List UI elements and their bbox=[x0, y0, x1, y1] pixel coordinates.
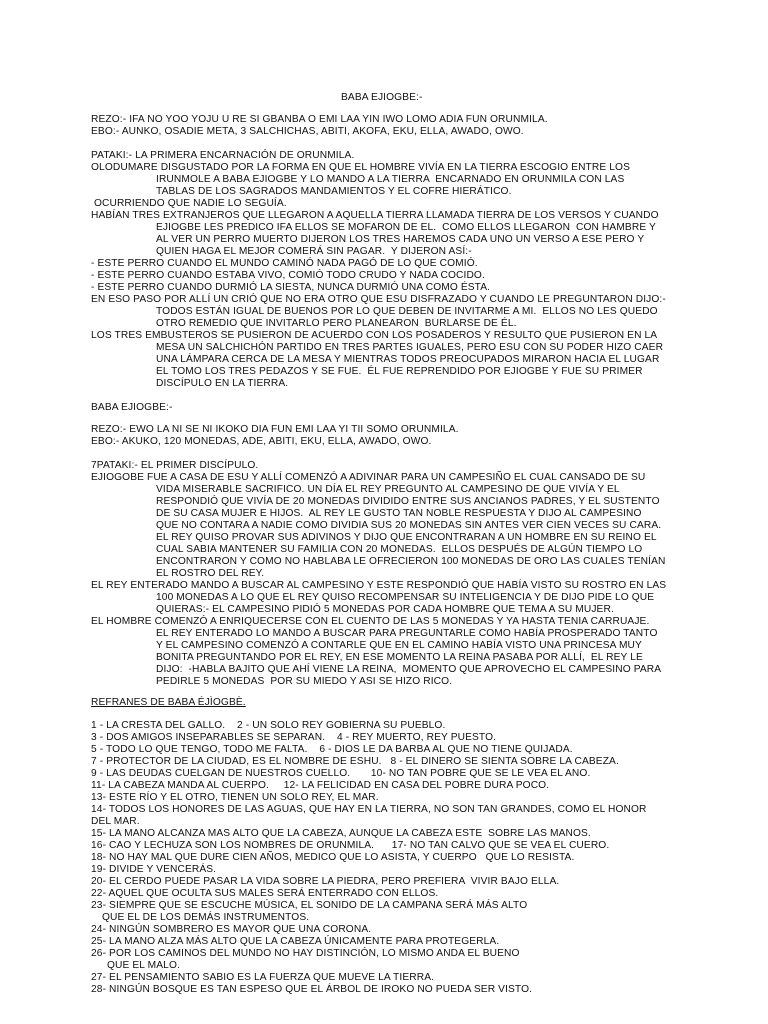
paragraph-line: EL ROSTRO DEL REY. bbox=[156, 568, 265, 579]
paragraph-line: EJIOGBE LES PREDICO IFA ELLOS SE MOFARON DE EL. COMO ELLOS LLEGARON CON HAMBRE Y bbox=[156, 222, 656, 233]
refran-line: 28- NINGÚN BOSQUE ES TAN ESPESO QUE EL ÁRBOL DE IROKO NO PUEDA SER VISTO. bbox=[91, 984, 533, 995]
refran-line: 26- POR LOS CAMINOS DEL MUNDO NO HAY DISTINCIÓN, LO MISMO ANDA EL BUENO bbox=[91, 948, 520, 959]
pataki-heading: 7PATAKI:- EL PRIMER DISCÍPULO. bbox=[91, 460, 259, 471]
paragraph-line: VIDA MISERABLE SACRIFICO. UN DÍA EL REY PREGUNTO AL CAMPESINO DE QUE VIVÍA Y EL bbox=[156, 484, 620, 495]
ebo-line: EBO:- AUNKO, OSADIE META, 3 SALCHICHAS, ABITI, AKOFA, EKU, ELLA, AWADO, OWO. bbox=[91, 126, 524, 137]
refran-line: 22- AQUEL QUE OCULTA SUS MALES SERÁ ENTERRADO CON ELLOS. bbox=[91, 888, 439, 899]
verse-line: - ESTE PERRO CUANDO ESTABA VIVO, COMIÓ TODO CRUDO Y NADA COCIDO. bbox=[91, 270, 485, 281]
paragraph-line: EN ESO PASO POR ALLÍ UN CRIÓ QUE NO ERA OTRO QUE ESU DISFRAZADO Y CUANDO LE PREGUNTARON DIJO:- bbox=[91, 294, 666, 305]
refran-line: 13- ESTE RÍO Y EL OTRO, TIENEN UN SOLO REY, EL MAR. bbox=[91, 792, 379, 803]
paragraph-line: UNA LÁMPARA CERCA DE LA MESA Y MIENTRAS TODOS PREOCUPADOS MIRARON HACIA EL LUGAR bbox=[156, 354, 660, 365]
refran-line: QUE EL DE LOS DEMÁS INSTRUMENTOS. bbox=[102, 912, 310, 923]
paragraph-line: EL REY ENTERADO MANDO A BUSCAR AL CAMPESINO Y ESTE RESPONDIÓ QUE HABÍA VISTO SU ROSTRO EN LAS bbox=[91, 580, 667, 591]
paragraph-line: EL REY QUISO PROVAR SUS ADIVINOS Y DIJO QUE ENCONTRARAN A UN HOMBRE EN SU REINO EL bbox=[156, 532, 657, 543]
refran-line: 19- DIVIDE Y VENCERÁS. bbox=[91, 864, 217, 875]
section-title: BABA EJIOGBE:- bbox=[91, 402, 173, 413]
paragraph-line: EL HOMBRE COMENZÓ A ENRIQUECERSE CON EL CUENTO DE LAS 5 MONEDAS Y YA HASTA TENIA CARRUAJE. bbox=[91, 616, 650, 627]
refran-line: 24- NINGÚN SOMBRERO ES MAYOR QUE UNA CORONA. bbox=[91, 924, 372, 935]
refran-line: 14- TODOS LOS HONORES DE LAS AGUAS, QUE HAY EN LA TIERRA, NO SON TAN GRANDES, COMO EL HONOR bbox=[91, 804, 647, 815]
paragraph-line: CUAL SABIA MANTENER SU FAMILIA CON 20 MONEDAS. ELLOS DESPUÉS DE ALGÚN TIEMPO LO bbox=[156, 544, 643, 555]
paragraph-line: Y EL CAMPESINO COMENZÓ A CONTARLE QUE EN EL CAMINO HABÍA VISTO UNA PRINCESA MUY bbox=[156, 640, 642, 651]
refran-line: 5 - TODO LO QUE TENGO, TODO ME FALTA. 6 - DIOS LE DA BARBA AL QUE NO TIENE QUIJADA. bbox=[91, 744, 573, 755]
refran-line: 23- SIEMPRE QUE SE ESCUCHE MÚSICA, EL SONIDO DE LA CAMPANA SERÁ MÁS ALTO bbox=[91, 900, 528, 911]
paragraph-line: IRUNMOLE A BABA EJIOGBE Y LO MANDO A LA TIERRA ENCARNADO EN ORUNMILA CON LAS bbox=[156, 174, 625, 185]
refran-line: 9 - LAS DEUDAS CUELGAN DE NUESTROS CUELLO. 10- NO TAN POBRE QUE SE LE VEA EL ANO. bbox=[91, 768, 591, 779]
paragraph-line: EL REY ENTERADO LO MANDO A BUSCAR PARA PREGUNTARLE COMO HABÍA PROSPERADO TANTO bbox=[156, 628, 658, 639]
pataki-heading: PATAKI:- LA PRIMERA ENCARNACIÓN DE ORUNMILA. bbox=[91, 150, 355, 161]
rezo-line: REZO:- IFA NO YOO YOJU U RE SI GBANBA O EMI LAA YIN IWO LOMO ADIA FUN ORUNMILA. bbox=[91, 114, 548, 125]
paragraph-line: AL VER UN PERRO MUERTO DIJERON LOS TRES HAREMOS CADA UNO UN VERSO A ESE PERO Y bbox=[156, 234, 645, 245]
paragraph-line: TODOS ESTÁN IGUAL DE BUENOS POR LO QUE DEBEN DE INVITARME A MI. ELLOS NO LES QUEDO bbox=[156, 306, 658, 317]
refran-line: 11- LA CABEZA MANDA AL CUERPO. 12- LA FELICIDAD EN CASA DEL POBRE DURA POCO. bbox=[91, 780, 550, 791]
ebo-line: EBO:- AKUKO, 120 MONEDAS, ADE, ABITI, EKU, ELLA, AWADO, OWO. bbox=[91, 436, 432, 447]
paragraph-line: OLODUMARE DISGUSTADO POR LA FORMA EN QUE EL HOMBRE VIVÍA EN LA TIERRA ESCOGIO ENTRE LOS bbox=[91, 162, 630, 173]
paragraph-line: QUE NO CONTARA A NADIE COMO DIVIDIA SUS 20 MONEDAS SIN ANTES VER CIEN VECES SU CARA. bbox=[156, 520, 662, 531]
paragraph-line: BONITA PREGUNTANDO POR EL REY, EN ESE MOMENTO LA REINA PASABA POR ALLÍ, EL REY LE bbox=[156, 652, 643, 663]
refran-line: 7 - PROTECTOR DE LA CIUDAD, ES EL NOMBRE DE ESHU. 8 - EL DINERO SE SIENTA SOBRE LA CABEZA. bbox=[91, 756, 619, 767]
refran-line: QUE EL MALO. bbox=[107, 960, 180, 971]
paragraph-line: DISCÍPULO EN LA TIERRA. bbox=[156, 378, 289, 389]
refran-line: 18- NO HAY MAL QUE DURE CIEN AÑOS, MEDICO QUE LO ASISTA, Y CUERPO QUE LO RESISTA. bbox=[91, 852, 575, 863]
paragraph-line: MESA UN SALCHICHÓN PARTIDO EN TRES PARTES IGUALES, PERO ESU CON SU PODER HIZO CAER bbox=[156, 342, 664, 353]
section-title: BABA EJIOGBE:- bbox=[341, 92, 423, 103]
paragraph-line: 100 MONEDAS A LO QUE EL REY QUISO RECOMPENSAR SU INTELIGENCIA Y DE DIJO PIDE LO QUE bbox=[156, 592, 655, 603]
paragraph-line: OCURRIENDO QUE NADIE LO SEGUÍA. bbox=[91, 198, 287, 209]
refran-line: 25- LA MANO ALZA MÁS ALTO QUE LA CABEZA ÚNICAMENTE PARA PROTEGERLA. bbox=[91, 936, 500, 947]
refran-line: 27- EL PENSAMIENTO SABIO ES LA FUERZA QUE MUEVE LA TIERRA. bbox=[91, 972, 435, 983]
paragraph-line: LOS TRES EMBUSTEROS SE PUSIERON DE ACUERDO CON LOS POSADEROS Y RESULTO QUE PUSIERON EN LA bbox=[91, 330, 658, 341]
paragraph-line: TABLAS DE LOS SAGRADOS MANDAMIENTOS Y EL COFRE HIERÁTICO. bbox=[156, 186, 512, 197]
paragraph-line: OTRO REMEDIO QUE INVITARLO PERO PLANEARON BURLARSE DE ÉL. bbox=[156, 318, 517, 329]
refran-line: DEL MAR. bbox=[91, 816, 140, 827]
paragraph-line: HABÍAN TRES EXTRANJEROS QUE LLEGARON A AQUELLA TIERRA LLAMADA TIERRA DE LOS VERSOS Y CUANDO bbox=[91, 210, 659, 221]
verse-line: - ESTE PERRO CUANDO DURMIÓ LA SIESTA, NUNCA DURMIÓ UNA COMO ÉSTA. bbox=[91, 282, 491, 293]
paragraph-line: QUIERAS:- EL CAMPESINO PIDIÓ 5 MONEDAS POR CADA HOMBRE QUE TEMA A SU MUJER. bbox=[156, 604, 614, 615]
refran-line: 16- CAO Y LECHUZA SON LOS NOMBRES DE ORUNMILA. 17- NO TAN CALVO QUE SE VEA EL CUERO. bbox=[91, 840, 610, 851]
paragraph-line: ENCONTRARON Y COMO NO HABLABA LE OFRECIERON 100 MONEDAS DE ORO LAS CUALES TENÍAN bbox=[156, 556, 666, 567]
paragraph-line: PEDIRLE 5 MONEDAS POR SU MIEDO Y ASI SE HIZO RICO. bbox=[156, 676, 453, 687]
refran-line: 1 - LA CRESTA DEL GALLO. 2 - UN SOLO REY GOBIERNA SU PUEBLO. bbox=[91, 720, 446, 731]
refran-line: 20- EL CERDO PUEDE PASAR LA VIDA SOBRE LA PIEDRA, PERO PREFIERA VIVIR BAJO ELLA. bbox=[91, 876, 560, 887]
refran-line: 15- LA MANO ALCANZA MAS ALTO QUE LA CABEZA, AUNQUE LA CABEZA ESTE SOBRE LAS MANOS. bbox=[91, 828, 591, 839]
paragraph-line: EJIOGOBE FUE A CASA DE ESU Y ALLÍ COMENZÓ A ADIVINAR PARA UN CAMPESIÑO EL CUAL CANSADO DE SU bbox=[91, 472, 646, 483]
refran-line: 3 - DOS AMIGOS INSEPARABLES SE SEPARAN. 4 - REY MUERTO, REY PUESTO. bbox=[91, 732, 497, 743]
paragraph-line: RESPONDIÓ QUE VIVÍA DE 20 MONEDAS DIVIDIDO ENTRE SUS ANCIANOS PADRES, Y EL SUSTENTO bbox=[156, 496, 660, 507]
paragraph-line: DIJO: -HABLA BAJITO QUE AHÍ VIENE LA REINA, MOMENTO QUE APROVECHO EL CAMPESINO PARA bbox=[156, 664, 662, 675]
paragraph-line: QUIEN HAGA EL MEJOR COMERÁ SIN PAGAR. Y DIJERON ASÍ:- bbox=[156, 246, 472, 257]
paragraph-line: EL TOMO LOS TRES PEDAZOS Y SE FUE. ÉL FUE REPRENDIDO POR EJIOGBE Y FUE SU PRIMER bbox=[156, 366, 643, 377]
paragraph-line: DE SU CASA MUJER E HIJOS. AL REY LE GUSTO TAN NOBLE RESPUESTA Y DIJO AL CAMPESINO bbox=[156, 508, 642, 519]
verse-line: - ESTE PERRO CUANDO EL MUNDO CAMINÓ NADA PAGÓ DE LO QUE COMIÓ. bbox=[91, 258, 478, 269]
rezo-line: REZO:- EWO LA NI SE NI IKOKO DIA FUN EMI LAA YI TII SOMO ORUNMILA. bbox=[91, 424, 459, 435]
refranes-heading: REFRANES DE BABA ÉJÌOGBÈ. bbox=[91, 697, 246, 708]
